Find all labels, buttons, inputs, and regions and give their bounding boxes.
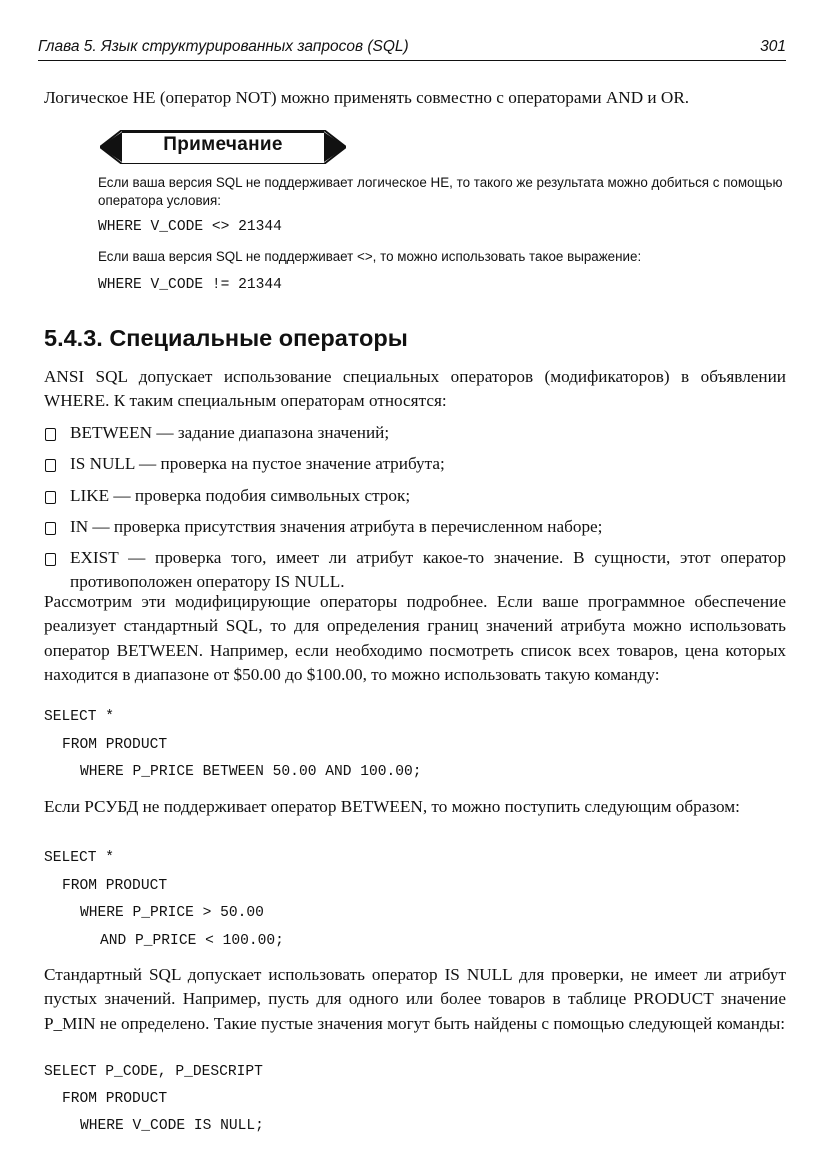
checkbox-bullet-icon bbox=[45, 491, 56, 504]
between-paragraph: Рассмотрим эти модифицирующие операторы подробнее. Если ваше программное обеспечение реализует стандартный SQL, то для определения границ значений атрибута можно использовать оператор BETWEEN. Например, если необходимо посмотреть список всех товаров, цена которых находится в диапазоне от $50.00 до $100.00, то можно использовать такую команду: bbox=[44, 592, 786, 684]
list-item-text: LIKE — проверка подобия символьных строк; bbox=[70, 485, 411, 505]
note-banner bbox=[100, 130, 346, 164]
list-item-text: IN — проверка присутствия значения атрибута в перечисленном наборе; bbox=[70, 516, 603, 536]
list-item bbox=[44, 452, 786, 476]
code-line: SELECT * bbox=[44, 850, 115, 866]
code-line: FROM PRODUCT bbox=[62, 878, 168, 894]
section-heading: 5.4.3. Специальные операторы bbox=[44, 325, 408, 351]
code-line: WHERE V_CODE IS NULL; bbox=[80, 1118, 264, 1134]
chapter-title: Глава 5. Язык структурированных запросов (SQL) bbox=[38, 38, 409, 55]
list-item bbox=[44, 515, 786, 539]
list-item bbox=[44, 421, 786, 445]
is-null-paragraph: Стандартный SQL допускает использовать оператор IS NULL для проверки, не имеет ли атрибут пустых значений. Например, пусть для одного или более товаров в таблице PRODUCT значение P_MIN не определено. Такие пустые значения могут быть найдены с помощью следующей команды: bbox=[44, 965, 786, 1033]
note-text-2: Если ваша версия SQL не поддерживает <>, то можно использовать такое выражение: bbox=[98, 249, 642, 264]
code-line: WHERE P_PRICE > 50.00 bbox=[80, 905, 264, 921]
code-line: FROM PRODUCT bbox=[62, 737, 168, 753]
checkbox-bullet-icon bbox=[45, 459, 56, 472]
section-intro: ANSI SQL допускает использование специальных операторов (модификаторов) в объявлении WHERE. К таким специальным операторам относятся: bbox=[44, 367, 786, 411]
list-item-text: BETWEEN — задание диапазона значений; bbox=[70, 423, 390, 442]
list-item-text: EXIST — проверка того, имеет ли атрибут какое-то значение. В сущности, этот оператор противоположен оператору IS NULL. bbox=[70, 548, 786, 592]
code-line: WHERE P_PRICE BETWEEN 50.00 AND 100.00; bbox=[80, 764, 422, 780]
checkbox-bullet-icon bbox=[45, 428, 56, 441]
code-line: FROM PRODUCT bbox=[62, 1091, 168, 1107]
code-line: AND P_PRICE < 100.00; bbox=[100, 933, 284, 949]
no-between-paragraph: Если РСУБД не поддерживает оператор BETWEEN, то можно поступить следующим образом: bbox=[44, 797, 740, 816]
note-code-2: WHERE V_CODE != 21344 bbox=[98, 277, 282, 293]
running-header bbox=[38, 38, 786, 61]
code-line: SELECT P_CODE, P_DESCRIPT bbox=[44, 1064, 263, 1080]
checkbox-bullet-icon bbox=[45, 522, 56, 535]
list-item bbox=[44, 484, 786, 508]
list-item-text: IS NULL — проверка на пустое значение атрибута; bbox=[70, 454, 445, 474]
note-code-1: WHERE V_CODE <> 21344 bbox=[98, 219, 282, 235]
checkbox-bullet-icon bbox=[45, 553, 56, 566]
list-item bbox=[44, 546, 786, 595]
page-number: 301 bbox=[760, 38, 786, 55]
code-line: SELECT * bbox=[44, 709, 115, 725]
note-label: Примечание bbox=[163, 134, 283, 155]
operators-list bbox=[44, 421, 786, 595]
note-text-1: Если ваша версия SQL не поддерживает логическое НЕ, то такого же результата можно добиться с помощью оператора условия: bbox=[98, 175, 783, 208]
intro-paragraph: Логическое НЕ (оператор NOT) можно применять совместно с операторами AND и OR. bbox=[44, 88, 690, 107]
